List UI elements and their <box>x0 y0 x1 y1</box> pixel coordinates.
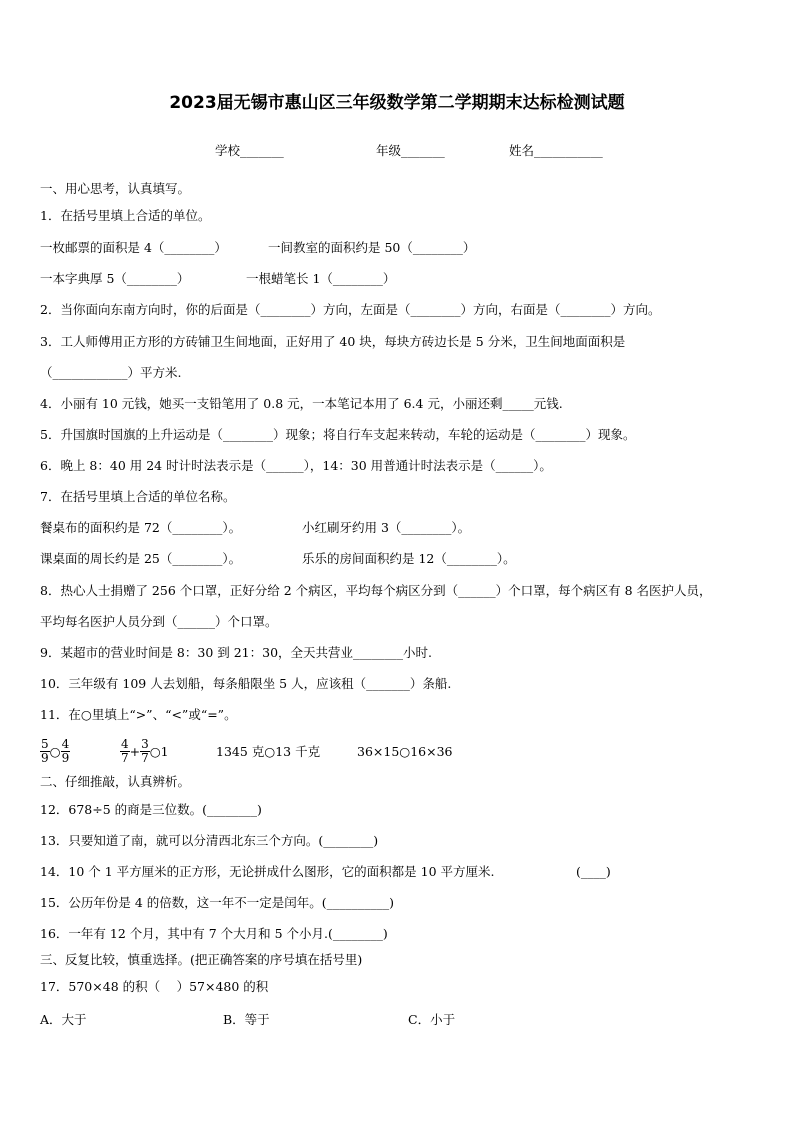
section-heading-2: 二、仔细推敲，认真辨析。 <box>40 774 191 789</box>
fraction-4-9 <box>61 738 71 765</box>
question-8-cont: 平均每名医护人员分到（______）个口罩。 <box>40 614 278 629</box>
question-8: 8．热心人士捐赠了 256 个口罩，正好分给 2 个病区，平均每个病区分到（______）个口罩，每个病区有 8 名医护人员， <box>40 583 712 598</box>
name-field: 姓名___________ <box>509 143 603 158</box>
question-10: 10．三年级有 109 人去划船，每条船限坐 5 人，应该租（_______）条船. <box>40 676 452 691</box>
denominator: 7 <box>141 750 149 765</box>
question-9: 9．某超市的营业时间是 8：30 到 21：30，全天共营业________小时. <box>40 645 433 660</box>
plus-sign: + <box>129 743 141 759</box>
question-6: 6．晚上 8：40 用 24 时计时法表示是（______），14：30 用普通计时法表示是（______）。 <box>40 458 552 473</box>
question-7b: 小红刷牙约用 3（________）。 <box>302 520 471 535</box>
fraction-4-7 <box>120 738 130 765</box>
question-3-cont: （____________）平方米. <box>40 365 182 380</box>
question-1d: 一根蜡笔长 1（________） <box>246 271 396 286</box>
comparison-fractions-1 <box>40 732 70 770</box>
question-11: 11．在○里填上“>”、“<”或“=”。 <box>40 707 237 722</box>
compare-tail: ○1 <box>149 743 169 759</box>
question-15: 15．公历年份是 4 的倍数，这一年不一定是闰年。(__________) <box>40 895 395 910</box>
denominator: 9 <box>41 750 49 765</box>
fraction-5-9 <box>40 738 50 765</box>
page-title: 2023届无锡市惠山区三年级数学第二学期期末达标检测试题 <box>169 93 625 113</box>
option-c: C．小于 <box>408 1012 456 1027</box>
comparison-fractions-2 <box>120 732 169 770</box>
question-1: 1．在括号里填上合适的单位。 <box>40 208 211 223</box>
compare-circle: ○ <box>49 743 61 759</box>
question-14: 14．10 个 1 平方厘米的正方形，无论拼成什么图形，它的面积都是 10 平方厘米. <box>40 864 495 879</box>
numerator: 4 <box>61 736 70 751</box>
comparison-weight: 1345 克○13 千克 <box>216 744 321 759</box>
comparison-product: 36×15○16×36 <box>357 743 453 759</box>
question-12: 12．678÷5 的商是三位数。(________) <box>40 802 262 817</box>
question-5: 5．升国旗时国旗的上升运动是（________）现象；将自行车支起来转动，车轮的运动是（________）现象。 <box>40 427 636 442</box>
grade-field: 年级_______ <box>376 143 445 158</box>
question-1a: 一枚邮票的面积是 4（________） <box>40 240 227 255</box>
question-3: 3．工人师傅用正方形的方砖铺卫生间地面，正好用了 40 块，每块方砖边长是 5 分米，卫生间地面面积是 <box>40 334 626 349</box>
question-7a: 餐桌布的面积约是 72（________）。 <box>40 520 242 535</box>
question-16: 16．一年有 12 个月，其中有 7 个大月和 5 个小月.(________) <box>40 926 388 941</box>
option-a: A．大于 <box>40 1012 87 1027</box>
question-7d: 乐乐的房间面积约是 12（________）。 <box>302 551 516 566</box>
section-heading-1: 一、用心思考，认真填写。 <box>40 181 191 196</box>
question-2: 2．当你面向东南方向时，你的后面是（________）方向，左面是（________）方向，右面是（________）方向。 <box>40 302 661 317</box>
school-field: 学校_______ <box>215 143 284 158</box>
denominator: 9 <box>61 750 70 765</box>
question-17: 17．570×48 的积（ ）57×480 的积 <box>40 979 269 994</box>
question-14-blank: (____) <box>576 864 611 879</box>
question-4: 4．小丽有 10 元钱，她买一支铅笔用了 0.8 元，一本笔记本用了 6.4 元，小丽还剩_____元钱. <box>40 396 563 411</box>
fraction-3-7 <box>140 738 150 765</box>
section-heading-3: 三、反复比较，慎重选择。(把正确答案的序号填在括号里) <box>40 952 363 967</box>
numerator: 3 <box>141 736 149 751</box>
question-1b: 一间教室的面积约是 50（________） <box>268 240 476 255</box>
numerator: 5 <box>41 736 49 751</box>
question-7c: 课桌面的周长约是 25（________）。 <box>40 551 242 566</box>
option-b: B．等于 <box>223 1012 270 1027</box>
numerator: 4 <box>121 736 129 751</box>
question-13: 13．只要知道了南，就可以分清西北东三个方向。(________) <box>40 833 379 848</box>
question-7: 7．在括号里填上合适的单位名称。 <box>40 489 236 504</box>
question-1c: 一本字典厚 5（________） <box>40 271 190 286</box>
denominator: 7 <box>121 750 129 765</box>
